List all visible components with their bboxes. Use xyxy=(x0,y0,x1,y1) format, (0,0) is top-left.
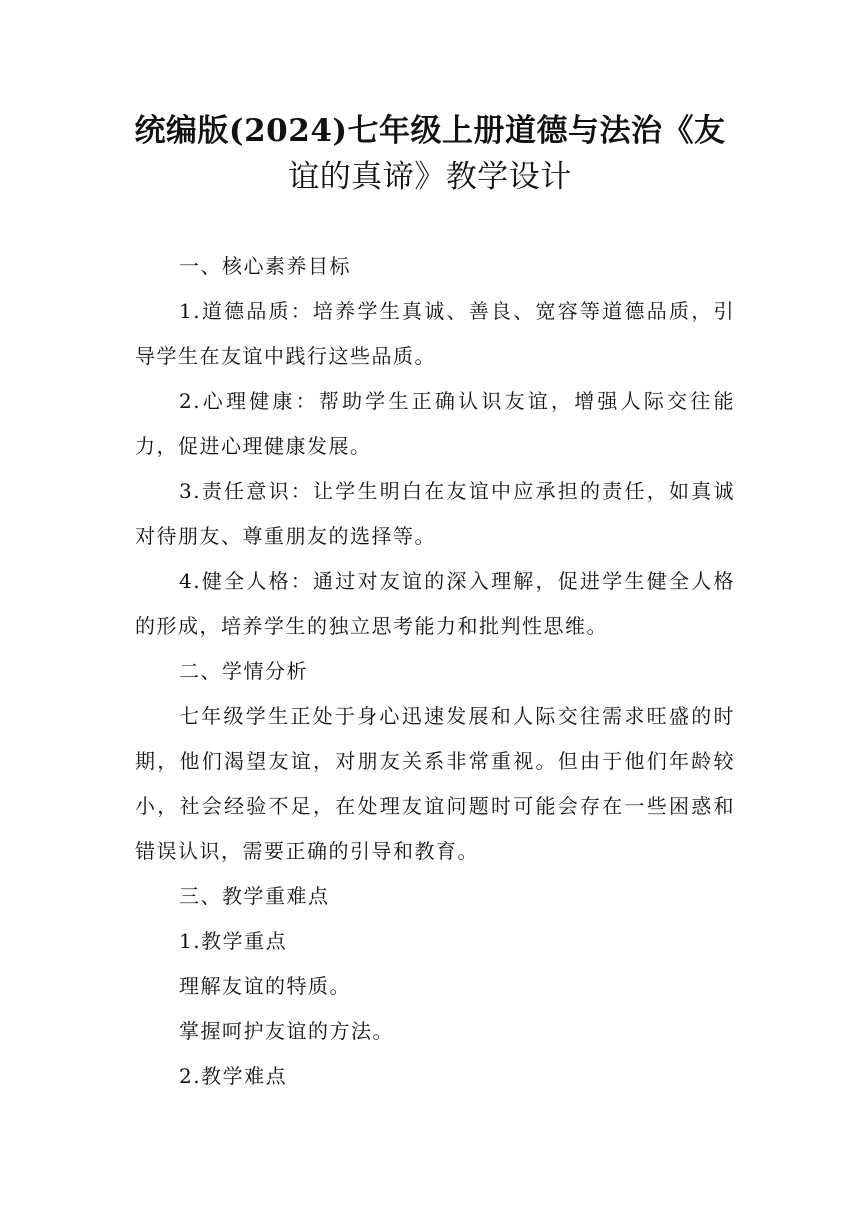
document-title xyxy=(120,108,740,200)
document-body xyxy=(135,244,735,1099)
paragraph-responsibility: 3.责任意识：让学生明白在友谊中应承担的责任，如真诚对待朋友、尊重朋友的选择等。 xyxy=(135,479,735,548)
subheading-difficult-points: 2.教学难点 xyxy=(179,1064,288,1088)
section-heading-key-points: 三、教学重难点 xyxy=(179,884,330,908)
section-heading-analysis: 二、学情分析 xyxy=(179,659,308,683)
section-heading-objectives: 一、核心素养目标 xyxy=(179,254,351,278)
key-point-item-2: 掌握呵护友谊的方法。 xyxy=(179,1019,394,1043)
title-line-2: 谊的真谛》教学设计 xyxy=(288,159,572,195)
paragraph-mental-health: 2.心理健康：帮助学生正确认识友谊，增强人际交往能力，促进心理健康发展。 xyxy=(135,389,735,458)
title-line-1: 统编版(2024)七年级上册道德与法治《友 xyxy=(134,113,726,149)
paragraph-moral-quality: 1.道德品质：培养学生真诚、善良、宽容等道德品质，引导学生在友谊中践行这些品质。 xyxy=(135,299,735,368)
paragraph-student-analysis: 七年级学生正处于身心迅速发展和人际交往需求旺盛的时期，他们渴望友谊，对朋友关系非常重视。但由于他们年龄较小，社会经验不足，在处理友谊问题时可能会存在一些困惑和错误认识，需要正确的引导和教育。 xyxy=(135,704,735,863)
key-point-item-1: 理解友谊的特质。 xyxy=(179,974,351,998)
subheading-key-points: 1.教学重点 xyxy=(179,929,288,953)
paragraph-personality: 4.健全人格：通过对友谊的深入理解，促进学生健全人格的形成，培养学生的独立思考能力和批判性思维。 xyxy=(135,569,735,638)
